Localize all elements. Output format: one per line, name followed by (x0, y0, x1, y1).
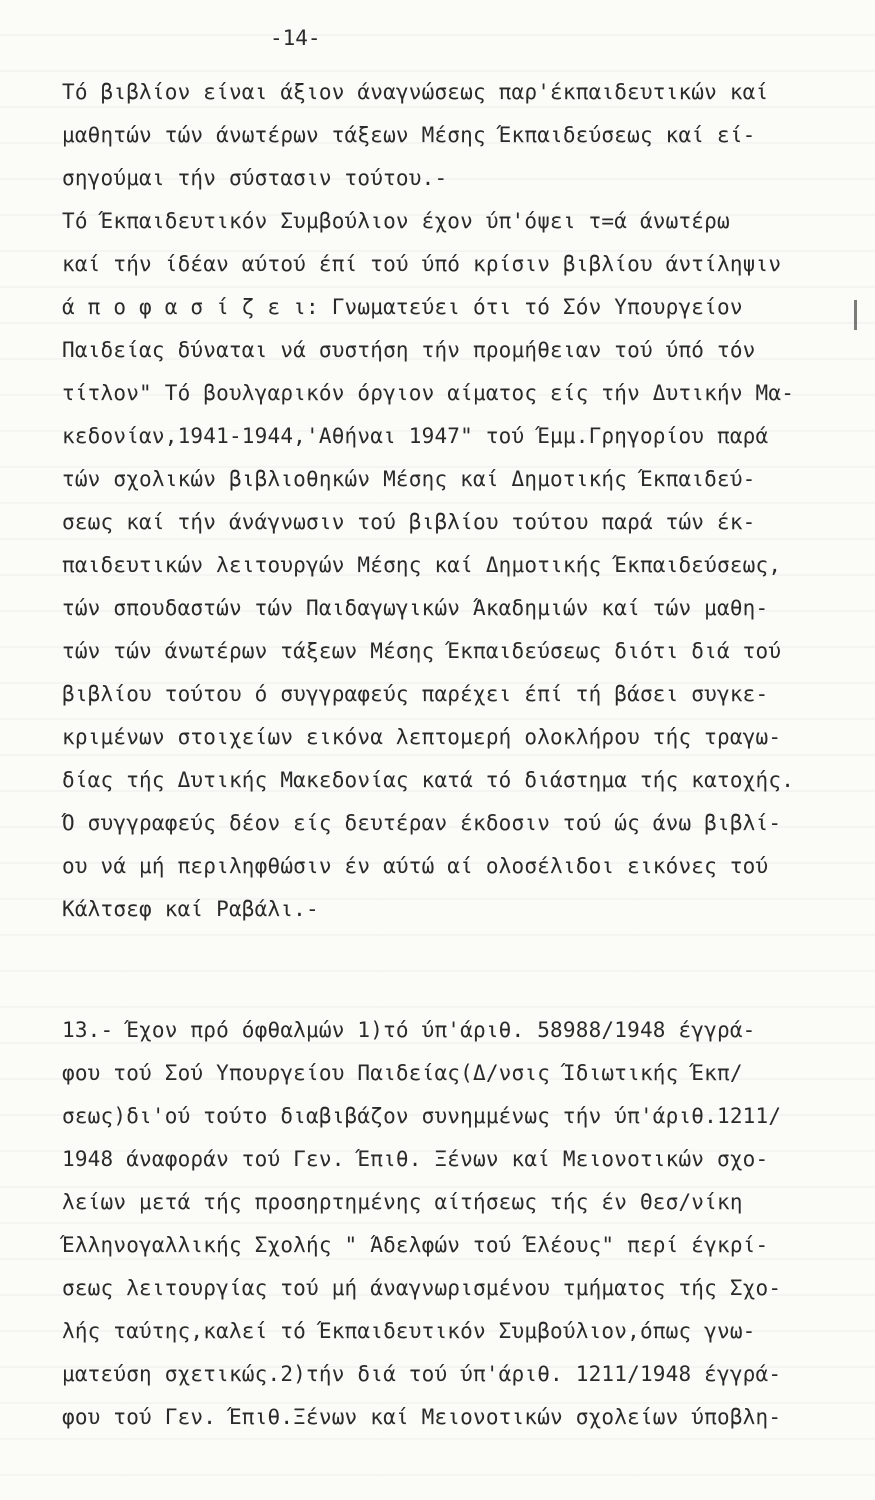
section-13-line: ματεύση σχετικώς.2)τήν διά τού ύπ'άριθ. 1211/1948 έγγρά- (62, 1362, 782, 1386)
section-13-line: λής ταύτης,καλεί τό Έκπαιδευτικόν Συμβούλιον,όπως γνω- (62, 1319, 756, 1343)
text-line: δίας τής Δυτικής Μακεδονίας κατά τό διάστημα τής κατοχής. (62, 768, 795, 792)
text-line: σηγούμαι τήν σύστασιν τούτου.- (62, 166, 448, 190)
section-13-line: 1948 άναφοράν τού Γεν. Έπιθ. Ξένων καί Μειονοτικών σχο- (62, 1147, 769, 1171)
section-13-line: 13.- Έχον πρό όφθαλμών 1)τό ύπ'άριθ. 58988/1948 έγγρά- (62, 1018, 756, 1042)
text-line: παιδευτικών λειτουργών Μέσης καί Δημοτικής Έκπαιδεύσεως, (62, 553, 782, 577)
text-line: τών τών άνωτέρων τάξεων Μέσης Έκπαιδεύσεως διότι διά τού (62, 639, 782, 663)
text-line: Κάλτσεφ καί Ραβάλι.- (62, 897, 319, 921)
text-line: Τό βιβλίον είναι άξιον άναγνώσεως παρ'έκπαιδευτικών καί (62, 80, 769, 104)
page-number: -14- (270, 26, 321, 50)
text-line: κεδονίαν,1941-1944,'Αθήναι 1947" τού Έμμ.Γρηγορίου παρά (62, 424, 769, 448)
text-line: κριμένων στοιχείων εικόνα λεπτομερή ολοκλήρου τής τραγω- (62, 725, 782, 749)
text-line: ου νά μή περιληφθώσιν έν αύτώ αί ολοσέλιδοι εικόνες τού (62, 854, 769, 878)
text-line: βιβλίου τούτου ό συγγραφεύς παρέχει έπί τή βάσει συγκε- (62, 682, 769, 706)
text-line: τών σπουδαστών τών Παιδαγωγικών Άκαδημιών καί τών μαθη- (62, 596, 769, 620)
section-13-line: φου τού Γεν. Έπιθ.Ξένων καί Μειονοτικών σχολείων ύποβλη- (62, 1405, 782, 1429)
text-line: ά π ο φ α σ ί ζ ε ι: Γνωματεύει ότι τό Σόν Υπουργείον (62, 295, 743, 319)
text-line: Παιδείας δύναται νά συστήση τήν προμήθειαν τού ύπό τόν (62, 338, 756, 362)
text-line: Ό συγγραφεύς δέον είς δευτέραν έκδοσιν τού ώς άνω βιβλί- (62, 811, 782, 835)
text-line: καί τήν ίδέαν αύτού έπί τού ύπό κρίσιν βιβλίου άντίληψιν (62, 252, 782, 276)
section-13-line: φου τού Σού Υπουργείου Παιδείας(Δ/νσις Ίδιωτικής Έκπ/ (62, 1061, 743, 1085)
text-line: σεως καί τήν άνάγνωσιν τού βιβλίου τούτου παρά τών έκ- (62, 510, 756, 534)
section-13-line: σεως)δι'ού τούτο διαβιβάζον συνημμένως τήν ύπ'άριθ.1211/ (62, 1104, 782, 1128)
section-13-line: Έλληνογαλλικής Σχολής " Άδελφών τού Έλέους" περί έγκρί- (62, 1233, 769, 1257)
text-line: μαθητών τών άνωτέρων τάξεων Μέσης Έκπαιδεύσεως καί εί- (62, 123, 756, 147)
section-13-line: σεως λειτουργίας τού μή άναγνωρισμένου τμήματος τής Σχο- (62, 1276, 782, 1300)
section-13-line: λείων μετά τής προσηρτημένης αίτήσεως τής έν Θεσ/νίκη (62, 1190, 743, 1214)
text-line: Τό Έκπαιδευτικόν Συμβούλιον έχον ύπ'όψει τ=ά άνωτέρω (62, 209, 730, 233)
text-line: τίτλον" Τό βουλγαρικόν όργιον αίματος είς τήν Δυτικήν Μα- (62, 381, 795, 405)
text-line: τών σχολικών βιβλιοθηκών Μέσης καί Δημοτικής Έκπαιδεύ- (62, 467, 756, 491)
margin-mark (854, 300, 857, 330)
